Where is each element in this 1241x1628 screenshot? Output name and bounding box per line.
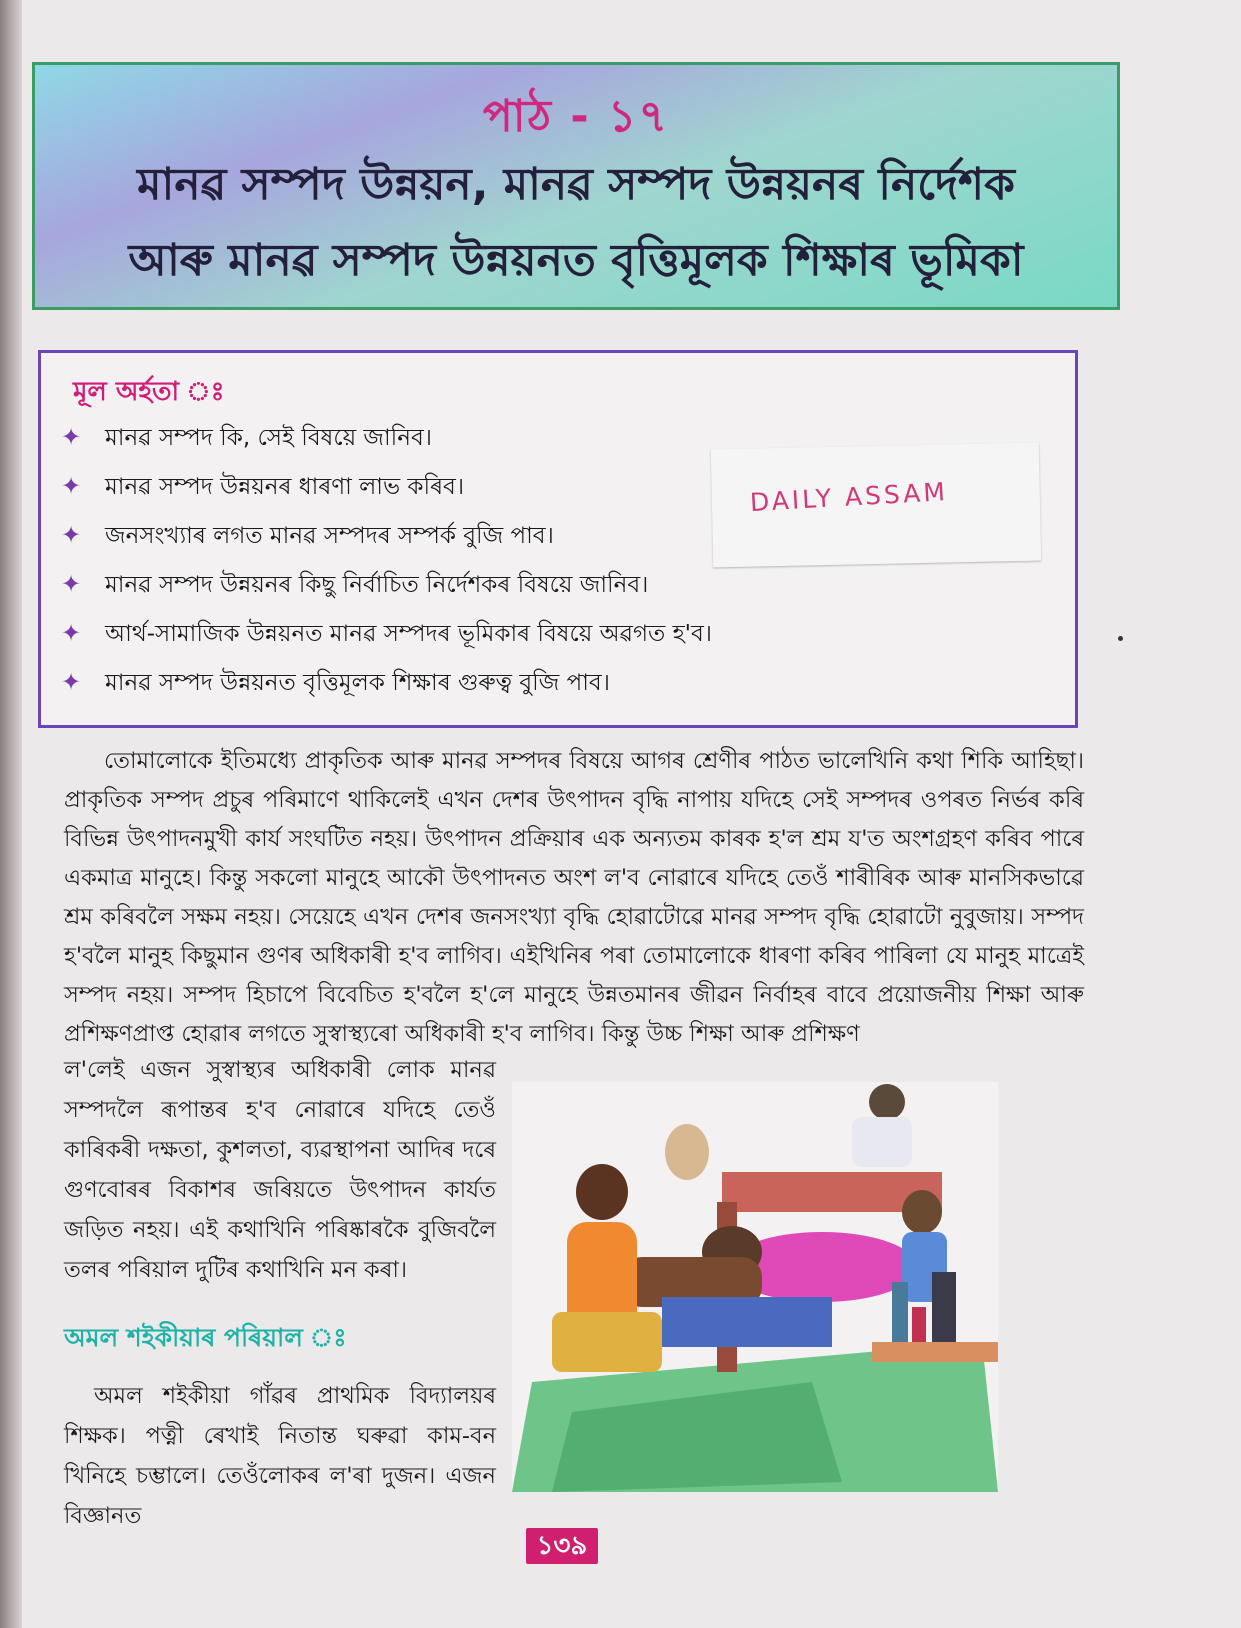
lesson-title-line-1: মানৱ সম্পদ উন্নয়ন, মানৱ সম্পদ উন্নয়নৰ নিৰ্দেশক — [137, 159, 1015, 210]
objectives-heading: মূল অৰ্হতা ঃ — [73, 377, 225, 407]
watermark-text: DAILY ASSAM — [749, 477, 949, 518]
objective-item: ✦ মানৱ সম্পদ উন্নয়নৰ কিছু নিৰ্বাচিত নিৰ্দেশকৰ বিষয়ে জানিব। — [61, 570, 649, 598]
page-number: ১৩৯ — [526, 1528, 598, 1564]
ink-dot — [1118, 636, 1123, 641]
objective-item: ✦ মানৱ সম্পদ উন্নয়নত বৃত্তিমূলক শিক্ষাৰ গুৰুত্ব বুজি পাব। — [61, 668, 610, 696]
objective-item: ✦ জনসংখ্যাৰ লগত মানৱ সম্পদৰ সম্পৰ্ক বুজি পাব। — [61, 521, 554, 549]
objective-item: ✦ মানৱ সম্পদ কি, সেই বিষয়ে জানিব। — [61, 423, 433, 451]
page-edge-shadow — [0, 0, 22, 1628]
lesson-header-banner — [32, 62, 1120, 310]
star-bullet-icon: ✦ — [61, 668, 82, 696]
star-bullet-icon: ✦ — [61, 521, 82, 549]
star-bullet-icon: ✦ — [61, 570, 82, 598]
star-bullet-icon: ✦ — [61, 472, 82, 500]
star-bullet-icon: ✦ — [61, 423, 82, 451]
objective-item: ✦ আৰ্থ-সামাজিক উন্নয়নত মানৱ সম্পদৰ ভূমিকাৰ বিষয়ে অৱগত হ'ব। — [61, 619, 713, 647]
star-bullet-icon: ✦ — [61, 619, 82, 647]
watermark-sticker — [711, 443, 1041, 568]
family-paragraph: অমল শইকীয়া গাঁৱৰ প্ৰাথমিক বিদ্যালয়ৰ শিক্ষক। পত্নী ৰেখাই নিতান্ত ঘৰুৱা কাম-বন খিনিহে চম্ভালে। তেওঁলোকৰ ল'ৰা দুজন। এজন বিজ্ঞানত — [64, 1383, 496, 1529]
continuation-paragraph: ল'লেই এজন সুস্বাস্থ্যৰ অধিকাৰী লোক মানৱ সম্পদলৈ ৰূপান্তৰ হ'ব নোৱাৰে যদিহে তেওঁ কাৰিকৰী দক্ষতা, কুশলতা, ব্যৱস্থাপনা আদিৰ দৰে গুণবোৰৰ বিকাশৰ জৰিয়তে উৎপাদন কাৰ্যত জড়িত নহয়। এই কথাখিনি পৰিষ্কাৰকৈ বুজিবলৈ তলৰ পৰিয়াল দুটিৰ কথাখিনি মন কৰা। — [64, 1057, 496, 1283]
intro-paragraph: তোমালোকে ইতিমধ্যে প্ৰাকৃতিক আৰু মানৱ সম্পদৰ বিষয়ে আগৰ শ্ৰেণীৰ পাঠত ভালেখিনি কথা শিকি আহিছা। প্ৰাকৃতিক সম্পদ প্ৰচুৰ পৰিমাণে থাকিলেই এখন দেশৰ উৎপাদন বৃদ্ধি নাপায় যদিহে সেই সম্পদৰ ওপৰত নিৰ্ভৰ কৰি বিভিন্ন উৎপাদনমুখী কাৰ্য সংঘটিত নহয়। উৎপাদন প্ৰক্ৰিয়াৰ এক অন্যতম কাৰক হ'ল শ্ৰম য'ত অংশগ্ৰহণ কৰিব পাৰে একমাত্ৰ মানুহে। কিন্তু সকলো মানুহে আকৌ উৎপাদনত অংশ ল'ব নোৱাৰে যদিহে তেওঁ শাৰীৰিক আৰু মানসিকভাৱে শ্ৰম কৰিবলৈ সক্ষম নহয়। সেয়েহে এখন দেশৰ জনসংখ্যা বৃদ্ধি হোৱাটোৱে মানৱ সম্পদ বৃদ্ধি হোৱাটো নুবুজায়। সম্পদ হ'বলৈ মানুহ কিছুমান গুণৰ অধিকাৰী হ'ব লাগিব। এইখিনিৰ পৰা তোমালোকে ধাৰণা কৰিব পাৰিলা যে মানুহ মাত্ৰেই সম্পদ নহয়। সম্পদ হিচাপে বিবেচিত হ'বলৈ হ'লে মানুহে উন্নতমানৰ জীৱন নিৰ্বাহৰ বাবে প্ৰয়োজনীয় শিক্ষা আৰু প্ৰশিক্ষণপ্ৰাপ্ত হোৱাৰ লগতে সুস্বাস্থ্যৰো অধিকাৰী হ'ব লাগিব। কিন্তু উচ্চ শিক্ষা আৰু প্ৰশিক্ষণ — [64, 748, 1084, 1047]
lesson-number: পাঠ - ১৭ — [482, 91, 670, 142]
family-illustration — [512, 1082, 998, 1492]
lesson-title-line-2: আৰু মানৱ সম্পদ উন্নয়নত বৃত্তিমূলক শিক্ষাৰ ভূমিকা — [128, 235, 1024, 286]
objective-item: ✦ মানৱ সম্পদ উন্নয়নৰ ধাৰণা লাভ কৰিব। — [61, 472, 465, 500]
family-section-heading: অমল শইকীয়াৰ পৰিয়াল ঃ — [64, 1323, 347, 1352]
